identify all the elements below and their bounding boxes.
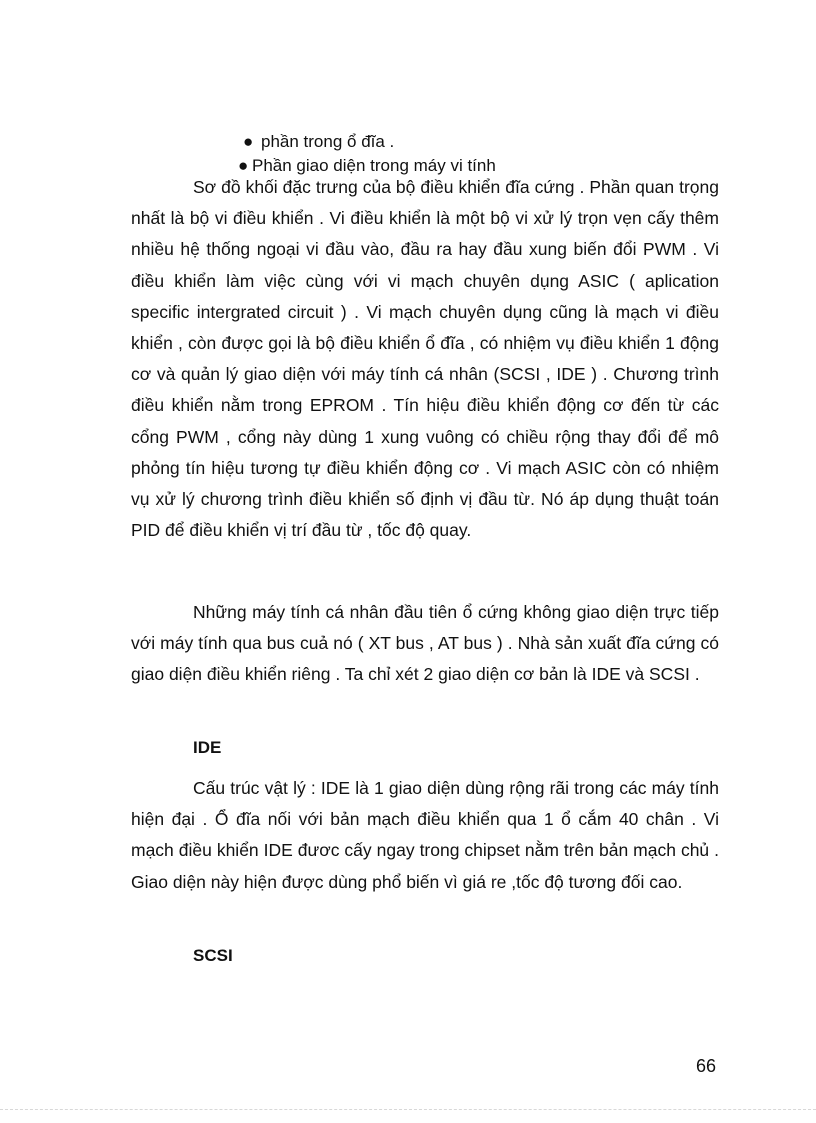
heading-ide: IDE bbox=[193, 738, 222, 757]
page-bottom-rule bbox=[0, 1109, 816, 1110]
paragraph-ide: Cấu trúc vật lý : IDE là 1 giao diện dùng rộng rãi trong các máy tính hiện đại . Ổ đĩa nối với bản mạch điều khiển qua 1 ổ cắm 40 chân . Vi mạch điều khiển IDE đươc cấy ngay trong chipset nằm trên bản mạch chủ . Giao diện này hiện được dùng phổ biến vì giá re ,tốc độ tương đối cao. bbox=[131, 778, 719, 892]
paragraph-history: Những máy tính cá nhân đầu tiên ổ cứng không giao diện trực tiếp với máy tính qua bus cuả nó ( XT bus , AT bus ) . Nhà sản xuất đĩa cứng có giao diện điều khiển riêng . Ta chỉ xét 2 giao diện cơ bản là IDE và SCSI . bbox=[131, 602, 719, 685]
bullet-text: Phần giao diện trong máy vi tính bbox=[252, 156, 496, 175]
heading-scsi: SCSI bbox=[193, 946, 233, 965]
paragraph-controller: Sơ đồ khối đặc trưng của bộ điều khiển đĩa cứng . Phần quan trọng nhất là bộ vi điều khiển . Vi điều khiển là một bộ vi xử lý trọn vẹn cấy thêm nhiều hệ thống ngoại vi đầu vào, đầu ra hay đầu xung biến đổi PWM . Vi điều khiển làm việc cùng với vi mạch chuyên dụng ASIC ( aplication specific intergrated circuit ) . Vi mạch chuyên dụng cũng là mạch vi điều khiển , còn được gọi là bộ điều khiển ổ đĩa , có nhiệm vụ điều khiển 1 động cơ và quản lý giao diện với máy tính cá nhân (SCSI , IDE ) . Chương trình điều khiển nằm trong EPROM . Tín hiệu điều khiển động cơ đến từ các cổng PWM , cổng này dùng 1 xung vuông có chiều rộng thay đổi để mô phỏng tín hiệu tương tự điều khiển động cơ . Vi mạch ASIC còn có nhiệm vụ xử lý chương trình điều khiển số định vị đầu từ. Nó áp dụng thuật toán PID để điều khiển vị trí đầu từ , tốc độ quay. bbox=[131, 177, 719, 541]
bullet-item bbox=[243, 131, 394, 153]
page-number: 66 bbox=[696, 1056, 717, 1076]
bullet-text: phần trong ổ đĩa . bbox=[261, 132, 395, 151]
bullet-icon: ● bbox=[238, 156, 249, 175]
bullet-icon: ● bbox=[243, 132, 254, 151]
